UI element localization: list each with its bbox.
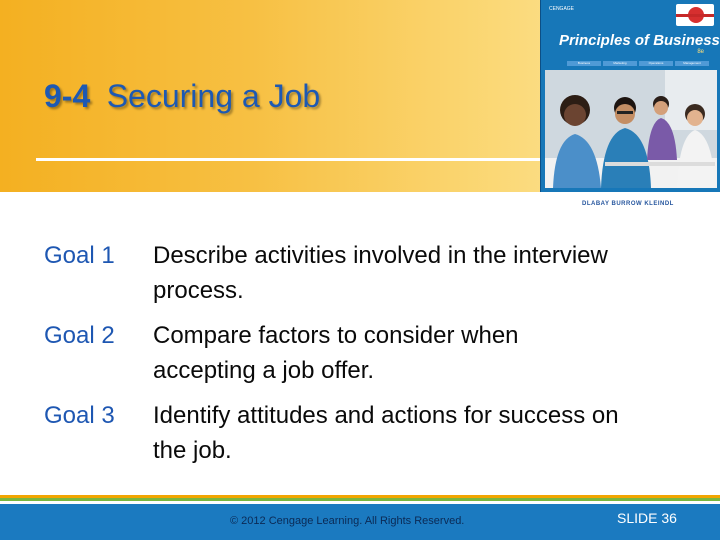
authors-bar xyxy=(540,192,720,220)
section-number: 9-4 xyxy=(44,78,91,114)
goal-item xyxy=(44,398,619,468)
goal-label: Goal 2 xyxy=(44,322,115,349)
title-underline xyxy=(36,158,541,161)
goal-label: Goal 3 xyxy=(44,402,115,429)
goal-text: Identify attitudes and actions for success on the job. xyxy=(153,402,619,464)
book-tab: Operations xyxy=(639,61,673,66)
goal-text: Compare factors to consider when accepting a job offer. xyxy=(153,322,519,384)
publisher-logo xyxy=(676,4,714,26)
slide-number: SLIDE 36 xyxy=(617,510,677,526)
book-cover-tabs xyxy=(567,61,707,67)
book-title: Principles of Business xyxy=(559,32,720,49)
goal-item xyxy=(44,318,604,388)
copyright-text: © 2012 Cengage Learning. All Rights Reserved. xyxy=(230,515,465,527)
book-edition: 8e xyxy=(697,49,704,55)
goal-item xyxy=(44,238,608,308)
book-authors: DLABAY BURROW KLEINDL xyxy=(582,201,674,207)
book-tab: Business xyxy=(567,61,601,66)
slide-title xyxy=(44,78,320,118)
people-photo xyxy=(545,70,717,188)
publisher-label: CENGAGE xyxy=(549,6,575,12)
goal-text: Describe activities involved in the interview process. xyxy=(153,242,608,304)
book-tab: Marketing xyxy=(603,61,637,66)
goal-label: Goal 1 xyxy=(44,242,115,269)
book-cover-image xyxy=(540,0,720,192)
section-title: Securing a Job xyxy=(106,78,321,114)
book-tab: Management xyxy=(675,61,709,66)
